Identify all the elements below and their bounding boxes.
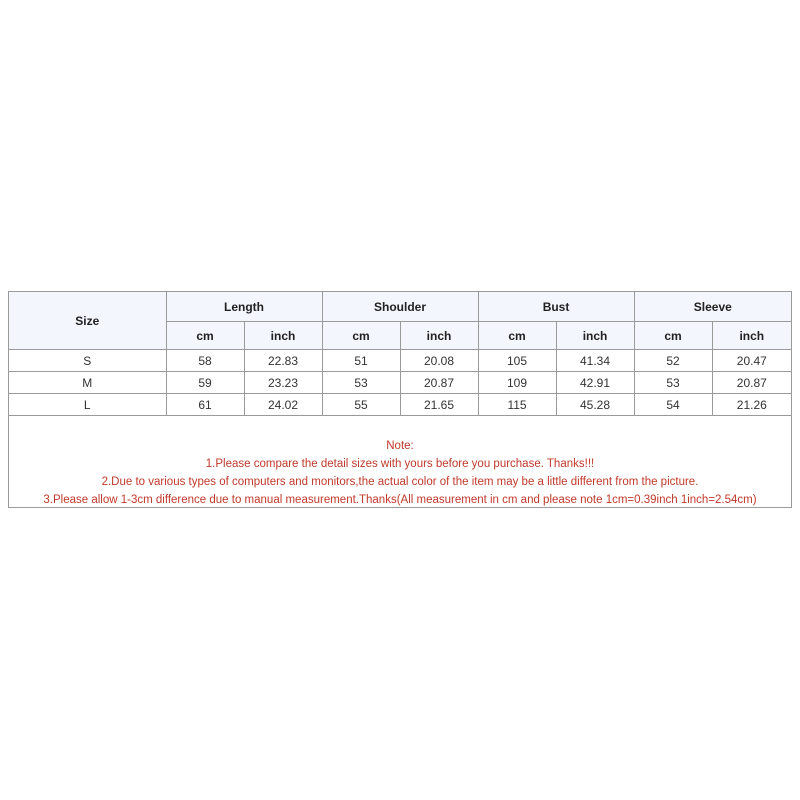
unit-header: cm (322, 322, 400, 350)
note-line: 3.Please allow 1-3cm difference due to manual measurement.Thanks(All measurement in cm and please note 1cm=0.39inch 1inch=2.54cm) (43, 494, 757, 506)
table-cell: 42.91 (556, 372, 634, 394)
table-cell: 59 (166, 372, 244, 394)
table-row (9, 350, 791, 372)
table-cell: 20.47 (712, 350, 791, 372)
size-chart (8, 291, 792, 508)
size-cell: S (9, 350, 166, 372)
size-cell: M (9, 372, 166, 394)
note-line: 2.Due to various types of computers and monitors,the actual color of the item may be a little different from the picture. (101, 476, 699, 488)
unit-header: inch (556, 322, 634, 350)
table-cell: 20.08 (400, 350, 478, 372)
table-cell: 45.28 (556, 394, 634, 416)
notes-section (9, 417, 791, 507)
table-cell: 58 (166, 350, 244, 372)
size-column-header: Size (9, 292, 166, 350)
table-cell: 24.02 (244, 394, 322, 416)
unit-header: cm (166, 322, 244, 350)
table-cell: 21.26 (712, 394, 791, 416)
table-cell: 23.23 (244, 372, 322, 394)
bust-header: Bust (478, 292, 634, 322)
unit-header: cm (634, 322, 712, 350)
sleeve-header: Sleeve (634, 292, 791, 322)
note-line: 1.Please compare the detail sizes with yours before you purchase. Thanks!!! (205, 458, 595, 470)
size-table (9, 292, 791, 416)
table-cell: 109 (478, 372, 556, 394)
header-group-row (9, 292, 791, 322)
table-cell: 20.87 (712, 372, 791, 394)
table-cell: 51 (322, 350, 400, 372)
table-cell: 53 (322, 372, 400, 394)
table-cell: 22.83 (244, 350, 322, 372)
table-cell: 54 (634, 394, 712, 416)
shoulder-header: Shoulder (322, 292, 478, 322)
table-row (9, 372, 791, 394)
table-cell: 61 (166, 394, 244, 416)
table-cell: 105 (478, 350, 556, 372)
size-cell: L (9, 394, 166, 416)
unit-header: inch (244, 322, 322, 350)
table-cell: 21.65 (400, 394, 478, 416)
unit-header: cm (478, 322, 556, 350)
unit-header: inch (712, 322, 791, 350)
table-cell: 20.87 (400, 372, 478, 394)
table-cell: 115 (478, 394, 556, 416)
note-title: Note: (386, 440, 414, 452)
unit-header: inch (400, 322, 478, 350)
length-header: Length (166, 292, 322, 322)
table-cell: 52 (634, 350, 712, 372)
table-cell: 55 (322, 394, 400, 416)
table-cell: 53 (634, 372, 712, 394)
table-cell: 41.34 (556, 350, 634, 372)
table-row (9, 394, 791, 416)
